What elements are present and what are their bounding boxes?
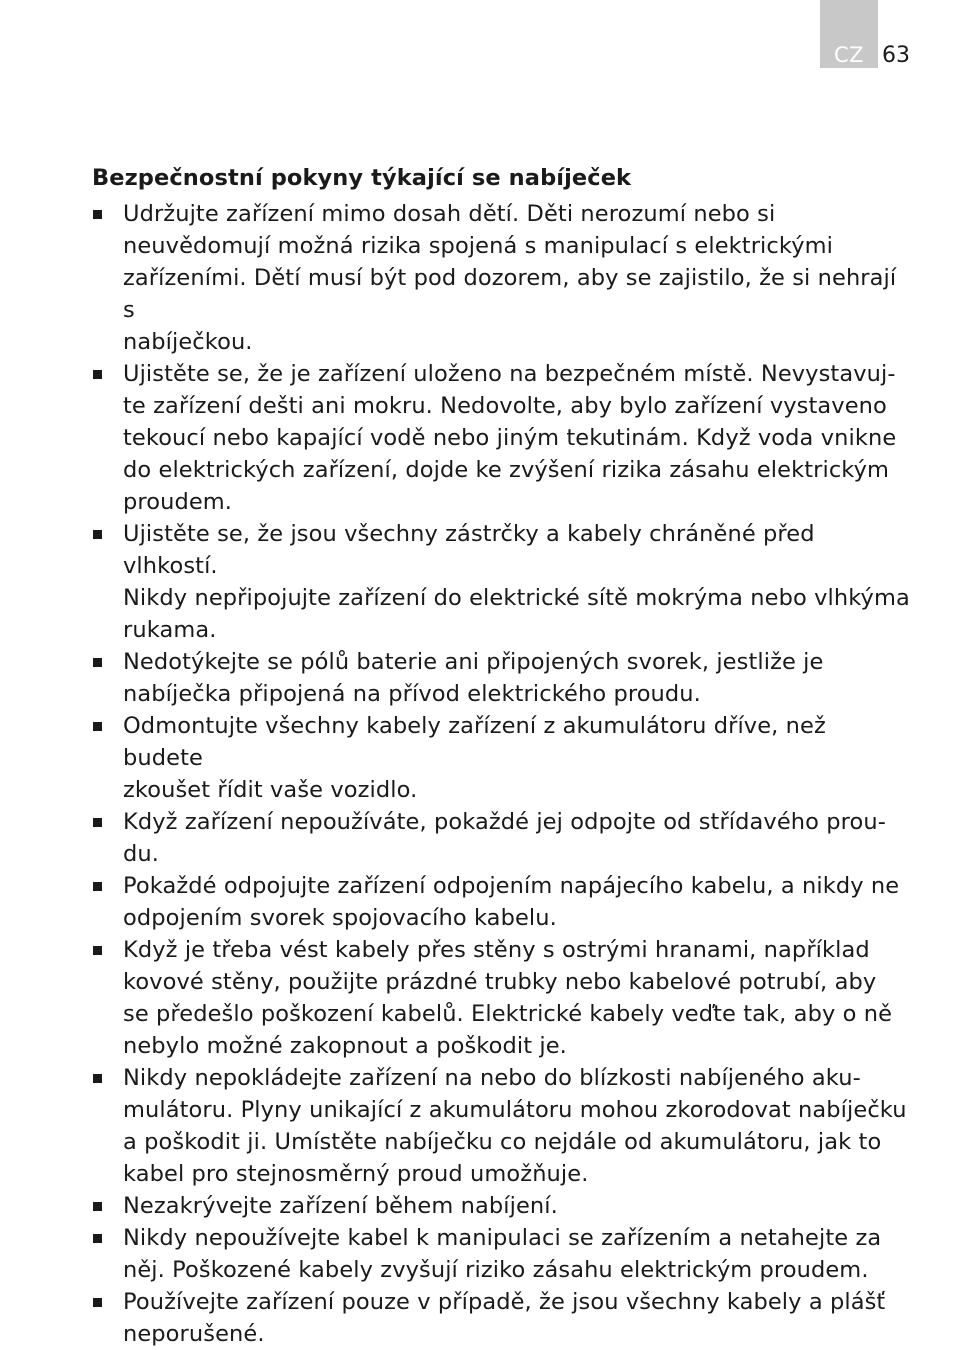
safety-list: [92, 198, 912, 1350]
list-item-text: Používejte zařízení pouze v případě, že jsou všechny kabely a plášť neporušené.: [123, 1289, 886, 1347]
list-item-text: Nedotýkejte se pólů baterie ani připojených svorek, jestliže je nabíječka připojená na přívod elektrického proudu.: [123, 649, 824, 707]
list-item: [92, 1222, 912, 1286]
bullet-square-icon: [93, 210, 102, 219]
list-item: [92, 1190, 912, 1222]
list-item: [92, 1062, 912, 1190]
bullet-square-icon: [93, 658, 102, 667]
bullet-square-icon: [93, 818, 102, 827]
list-item-text: Pokaždé odpojujte zařízení odpojením napájecího kabelu, a nikdy ne odpojením svorek spojovacího kabelu.: [123, 873, 900, 931]
list-item: [92, 710, 912, 806]
list-item-text: Ujistěte se, že jsou všechny zástrčky a kabely chráněné před vlhkostí. Nikdy nepřipojujte zařízení do elektrické sítě mokrýma nebo vlhkýma rukama.: [123, 521, 910, 643]
list-item-text: Když je třeba vést kabely přes stěny s ostrými hranami, například kovové stěny, použijte prázdné trubky nebo kabelové potrubí, aby se předešlo poškození kabelů. Elektrické kabely veďte tak, aby o ně nebylo možné zakopnout a poškodit je.: [123, 937, 893, 1059]
list-item-text: Když zařízení nepoužíváte, pokaždé jej odpojte od střídavého prou- du.: [123, 809, 886, 867]
section-title: Bezpečnostní pokyny týkající se nabíječek: [92, 165, 632, 191]
language-tab: [820, 0, 878, 68]
language-label: CZ: [833, 43, 865, 67]
bullet-square-icon: [93, 1202, 102, 1211]
bullet-square-icon: [93, 1074, 102, 1083]
list-item: [92, 870, 912, 934]
list-item: [92, 198, 912, 358]
list-item-text: Nikdy nepoužívejte kabel k manipulaci se zařízením a netahejte za něj. Poškozené kabely zvyšují riziko zásahu elektrickým proudem.: [123, 1225, 882, 1283]
list-item-text: Nezakrývejte zařízení během nabíjení.: [123, 1193, 558, 1219]
list-item: [92, 358, 912, 518]
list-item-text: Nikdy nepokládejte zařízení na nebo do blízkosti nabíjeného aku- mulátoru. Plyny unikající z akumulátoru mohou zkorodovat nabíječku a poškodit ji. Umístěte nabíječku co nejdále od akumulátoru, jak to kabel pro stejnosměrný proud umožňuje.: [123, 1065, 907, 1187]
list-item: [92, 1286, 912, 1350]
bullet-square-icon: [93, 882, 102, 891]
safety-section: [92, 162, 912, 1350]
bullet-square-icon: [93, 1234, 102, 1243]
bullet-square-icon: [93, 1298, 102, 1307]
bullet-square-icon: [93, 946, 102, 955]
list-item: [92, 646, 912, 710]
list-item-text: Ujistěte se, že je zařízení uloženo na bezpečném místě. Nevystavuj- te zařízení dešti ani mokru. Nedovolte, aby bylo zařízení vystaveno tekoucí nebo kapající vodě nebo jiným tekutinám. Když voda vnikne do elektrických zařízení, dojde ke zvýšení rizika zásahu elektrickým proudem.: [123, 361, 897, 515]
bullet-square-icon: [93, 722, 102, 731]
list-item-text: Odmontujte všechny kabely zařízení z akumulátoru dříve, než budete zkoušet řídit vaše vozidlo.: [123, 713, 826, 803]
bullet-square-icon: [93, 530, 102, 539]
list-item: [92, 934, 912, 1062]
list-item: [92, 806, 912, 870]
page-number: 63: [882, 43, 910, 68]
bullet-square-icon: [93, 370, 102, 379]
list-item-text: Udržujte zařízení mimo dosah dětí. Děti nerozumí nebo si neuvědomují možná rizika spojená s manipulací s elektrickými zařízeními. Dětí musí být pod dozorem, aby se zajistilo, že si nehrají s nabíječkou.: [123, 201, 897, 355]
list-item: [92, 518, 912, 646]
